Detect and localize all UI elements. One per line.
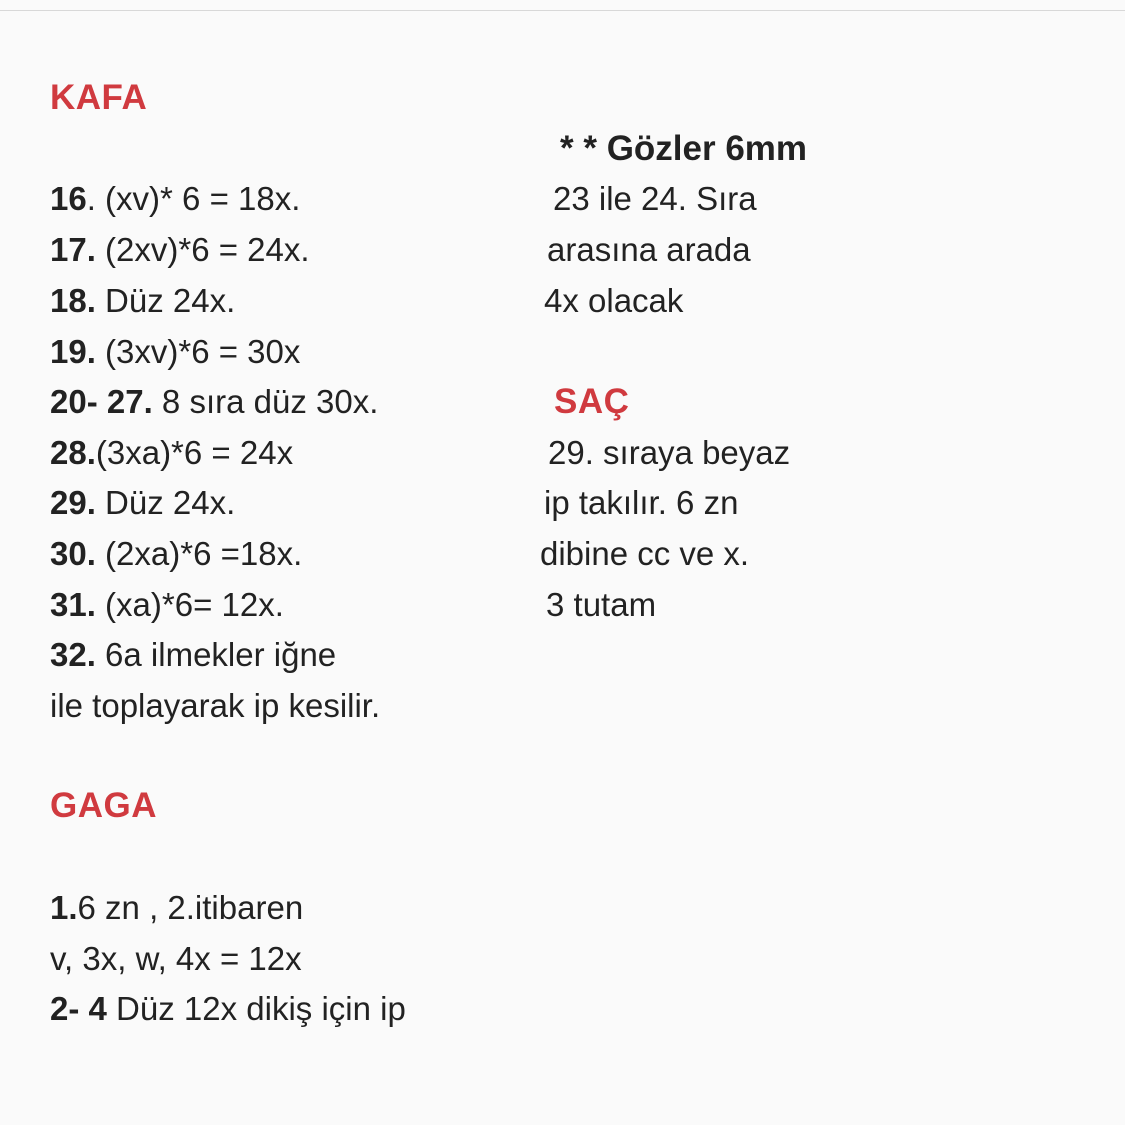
row-text: . (xv)* 6 = 18x. (86, 180, 301, 217)
kafa-row (50, 436, 293, 469)
gaga-row (50, 992, 406, 1025)
kafa-row (50, 486, 235, 519)
gozler-line: 23 ile 24. Sıra (553, 180, 757, 217)
kafa-row (50, 182, 300, 215)
row-number: 19. (50, 333, 96, 370)
gozler-line: 4x olacak (544, 282, 684, 319)
row-text: (2xv)*6 = 24x. (95, 231, 310, 268)
sac-line: dibine cc ve x. (540, 535, 750, 572)
row-number: 18. (50, 282, 96, 319)
kafa-row (50, 588, 284, 621)
sac-heading: SAÇ (554, 382, 630, 421)
kafa-row (50, 689, 380, 722)
row-text: Düz 24x. (95, 484, 236, 521)
row-number: 29. (50, 484, 96, 521)
kafa-row (50, 284, 235, 317)
row-text: (3xa)*6 = 24x (95, 434, 294, 471)
gaga-row (50, 942, 302, 975)
kafa-heading: KAFA (50, 78, 148, 117)
row-number: 16 (50, 180, 87, 217)
kafa-row (50, 233, 310, 266)
gozler-title: * * Gözler 6mm (560, 129, 808, 168)
row-text: 6 zn , 2.itibaren (77, 889, 304, 926)
top-divider (0, 10, 1125, 11)
row-text: Düz 24x. (95, 282, 236, 319)
row-number: 31. (50, 586, 96, 623)
row-number: 32. (50, 636, 96, 673)
kafa-row (50, 385, 378, 418)
row-text: Düz 12x dikiş için ip (106, 990, 406, 1027)
row-text: ile toplayarak ip kesilir. (50, 687, 381, 724)
row-text: (2xa)*6 =18x. (95, 535, 303, 572)
row-number: 30. (50, 535, 96, 572)
kafa-row (50, 638, 336, 671)
kafa-row (50, 335, 300, 368)
row-text: (3xv)*6 = 30x (95, 333, 301, 370)
gaga-heading: GAGA (50, 786, 157, 825)
row-number: 2- 4 (50, 990, 107, 1027)
sac-line: ip takılır. 6 zn (544, 484, 739, 521)
row-text: (xa)*6= 12x. (95, 586, 284, 623)
row-text: 8 sıra düz 30x. (152, 383, 379, 420)
row-number: 20- 27. (50, 383, 153, 420)
sac-line: 3 tutam (546, 586, 657, 623)
row-number: 17. (50, 231, 96, 268)
sac-line: 29. sıraya beyaz (548, 434, 791, 471)
row-text: v, 3x, w, 4x = 12x (50, 940, 302, 977)
row-number: 28. (50, 434, 96, 471)
gaga-row (50, 891, 303, 924)
row-text: 6a ilmekler iğne (95, 636, 337, 673)
row-number: 1. (50, 889, 78, 926)
kafa-row (50, 537, 302, 570)
gozler-line: arasına arada (547, 231, 751, 268)
